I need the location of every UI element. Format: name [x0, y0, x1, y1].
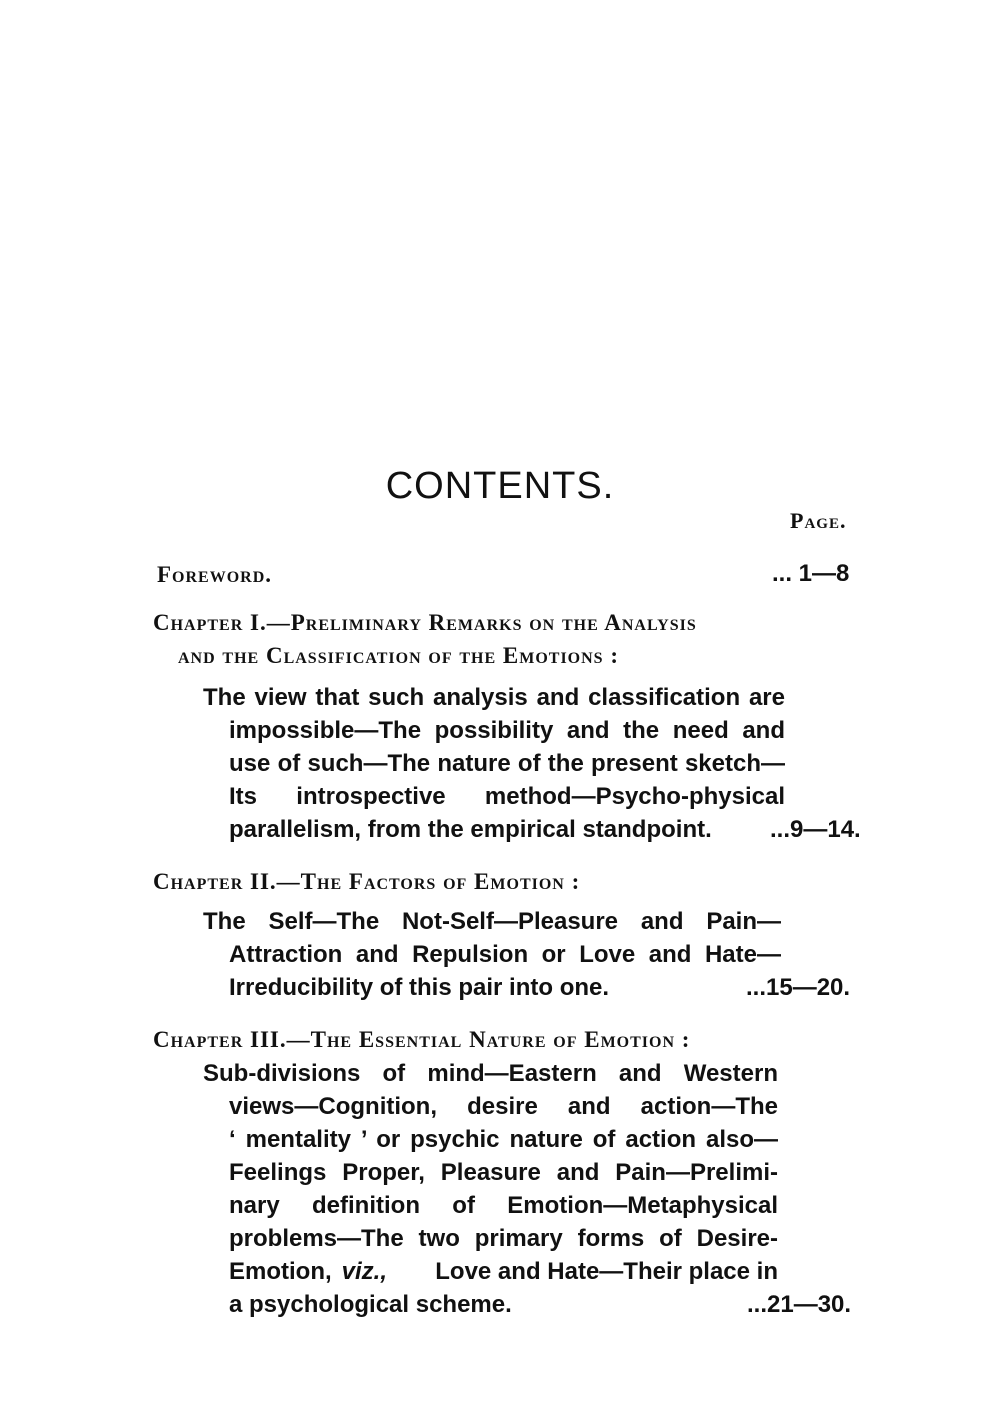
- chapter-2-pages: ...15—20.: [746, 974, 851, 1001]
- chapter-3-heading: Chapter III.—The Essential Nature of Emotion :: [153, 1027, 691, 1052]
- chapter-1-line: Its introspective method—Psycho-physical: [229, 783, 785, 810]
- page-column-header: Page.: [790, 508, 847, 533]
- chapter-3-line: a psychological scheme.: [229, 1291, 512, 1318]
- chapter-2-heading: Chapter II.—The Factors of Emotion :: [153, 869, 581, 894]
- chapter-3-line: [229, 1258, 778, 1286]
- chapter-3-viz: viz.,: [341, 1258, 388, 1285]
- chapter-1-pages: ...9—14.: [770, 816, 861, 843]
- chapter-2-line: The Self—The Not-Self—Pleasure and Pain—: [203, 908, 781, 935]
- chapter-3-line: Sub-divisions of mind—Eastern and Western: [203, 1060, 778, 1087]
- chapter-1-line: use of such—The nature of the present sketch—: [229, 750, 785, 777]
- chapter-1-line: parallelism, from the empirical standpoint.: [229, 816, 712, 843]
- chapter-3-line: ‘ mentality ’ or psychic nature of action also—: [229, 1126, 778, 1153]
- chapter-1-line: impossible—The possibility and the need and: [229, 717, 785, 744]
- chapter-1-heading-cont: and the Classification of the Emotions :: [178, 643, 619, 668]
- chapter-2-line: Irreducibility of this pair into one.: [229, 974, 610, 1001]
- chapter-3-line: nary definition of Emotion—Metaphysical: [229, 1192, 778, 1219]
- foreword-heading: Foreword.: [157, 562, 273, 587]
- chapter-3-line: Feelings Proper, Pleasure and Pain—Prelimi-: [229, 1159, 778, 1186]
- chapter-3-line-part: Love and Hate—Their place in: [435, 1258, 778, 1285]
- chapter-3-line: views—Cognition, desire and action—The: [229, 1093, 778, 1120]
- chapter-2-line: Attraction and Repulsion or Love and Hate—: [229, 941, 781, 968]
- page-title: CONTENTS.: [385, 465, 615, 507]
- chapter-1-heading: Chapter I.—Preliminary Remarks on the Analysis: [153, 610, 697, 635]
- chapter-3-line: problems—The two primary forms of Desire-: [229, 1225, 778, 1252]
- chapter-3-line-part: Emotion,: [229, 1258, 332, 1285]
- chapter-1-line: The view that such analysis and classification are: [203, 684, 785, 711]
- chapter-3-pages: ...21—30.: [747, 1291, 852, 1318]
- foreword-pages: ... 1—8: [772, 560, 850, 587]
